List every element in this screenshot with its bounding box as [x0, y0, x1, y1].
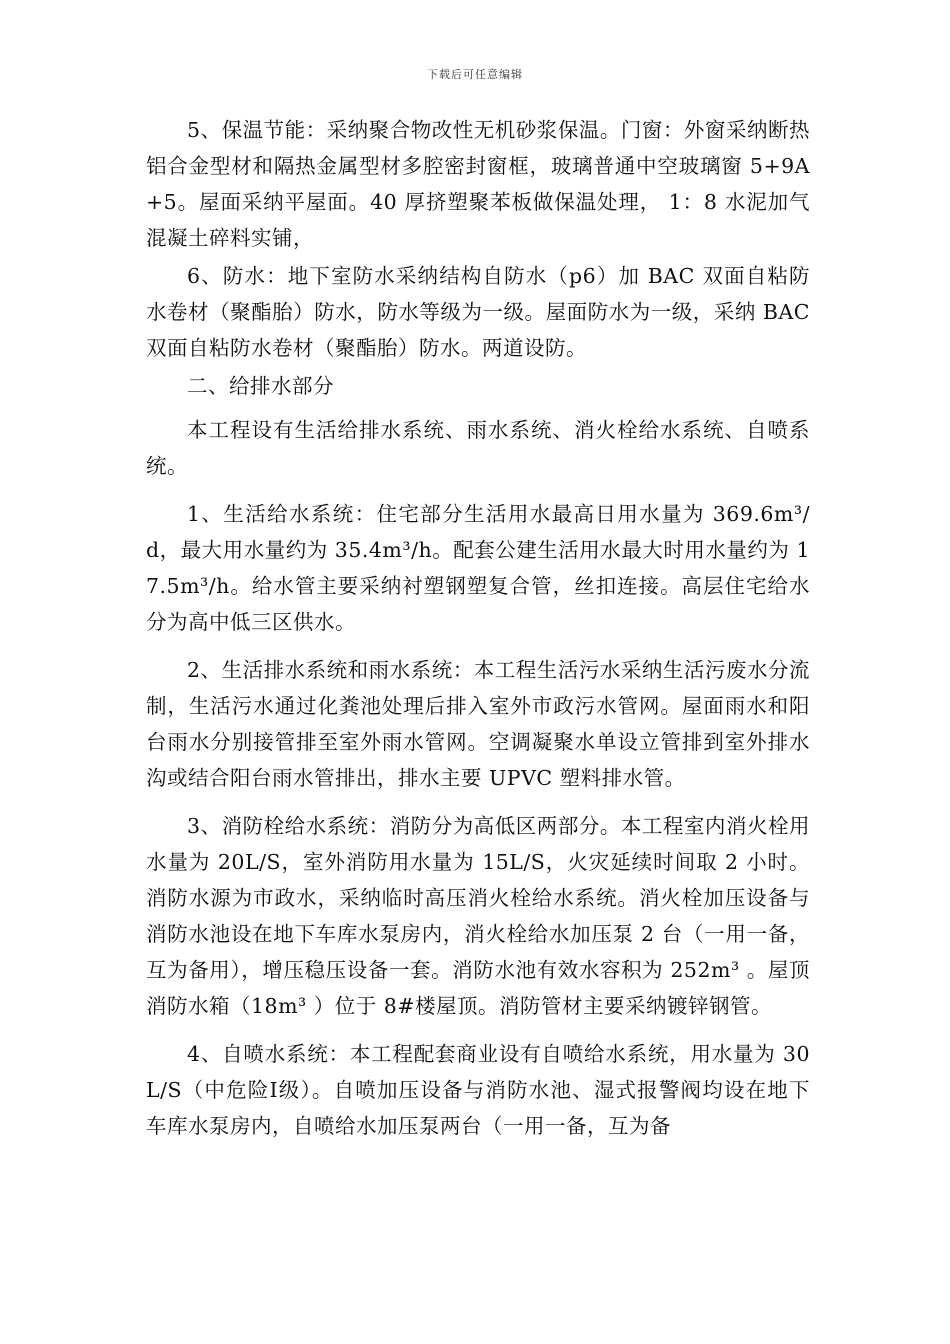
paragraph-sprinkler: 4、自喷水系统：本工程配套商业设有自喷给水系统，用水量为 30L/S（中危险Ⅰ级）。自喷加压设备与消防水池、湿式报警阀均设在地下车库水泵房内，自喷给水加压泵两台（一用一备，互为备 [146, 1042, 810, 1138]
paragraph-waterproofing: 6、防水：地下室防水采纳结构自防水（p6）加 BAC 双面自粘防水卷材（聚酯胎）防水，防水等级为一级。屋面防水为一级，采纳 BAC 双面自粘防水卷材（聚酯胎）防水。两道设防。 [146, 264, 810, 360]
header-note: 下载后可任意编辑 [427, 68, 523, 81]
paragraph-drainage: 2、生活排水系统和雨水系统：本工程生活污水采纳生活污废水分流制，生活污水通过化粪池处理后排入室外市政污水管网。屋面雨水和阳台雨水分别接管排至室外雨水管网。空调凝聚水单设立管排到室外排水沟或结合阳台雨水管排出，排水主要 UPVC 塑料排水管。 [146, 658, 810, 790]
paragraph-plumbing-overview: 本工程设有生活给排水系统、雨水系统、消火栓给水系统、自喷系统。 [146, 418, 810, 478]
section-heading-plumbing: 二、给排水部分 [187, 374, 334, 398]
paragraph-water-supply: 1、生活给水系统：住宅部分生活用水最高日用水量为 369.6m³/d，最大用水量约为 35.4m³/h。配套公建生活用水最大时用水量约为 17.5m³/h。给水管主要采纳衬塑钢塑复合管，丝扣连接。高层住宅给水分为高中低三区供水。 [146, 502, 810, 634]
paragraph-insulation: 5、保温节能：采纳聚合物改性无机砂浆保温。门窗：外窗采纳断热铝合金型材和隔热金属型材多腔密封窗框，玻璃普通中空玻璃窗 5+9A+5。屋面采纳平屋面。40 厚挤塑聚苯板做保温处理， 1：8 水泥加气混凝土碎料实铺， [146, 118, 810, 250]
paragraph-fire-hydrant: 3、消防栓给水系统：消防分为高低区两部分。本工程室内消火栓用水量为 20L/S，室外消防用水量为 15L/S，火灾延续时间取 2 小时。消防水源为市政水，采纳临时高压消火栓给水系统。消火栓加压设备与消防水池设在地下车库水泵房内，消火栓给水加压泵 2 台（一用一备，互为备用），增压稳压设备一套。消防水池有效水容积为 252m³ 。屋顶消防水箱（18m³ ）位于 8#楼屋顶。消防管材主要采纳镀锌钢管。 [146, 814, 810, 1018]
document-body [146, 112, 810, 1144]
